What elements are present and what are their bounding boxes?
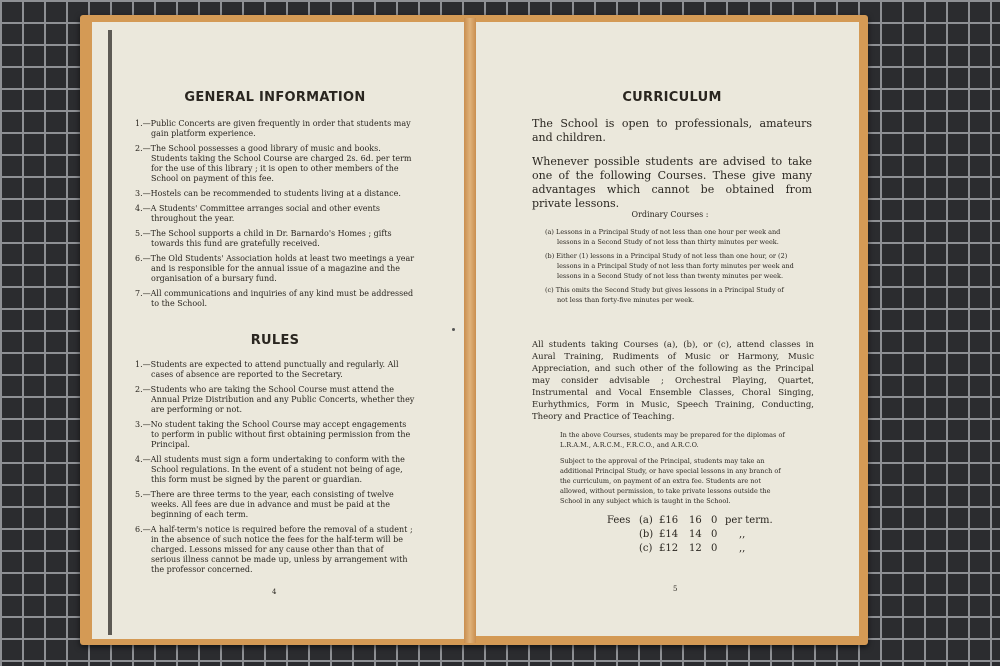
course-option: (c) This omits the Second Study but gives lessons in a Principal Study of not less than forty-five minutes per week. — [545, 286, 784, 304]
diploma-note: In the above Courses, students may be prepared for the diplomas of L.R.A.M., A.R.C.M., F.R.C.O., and A.R.C.O. — [560, 431, 785, 449]
fee-pounds: £16 — [659, 515, 679, 526]
page-number-left: 4 — [272, 588, 277, 596]
rules-list — [135, 360, 415, 575]
list-item: 3.—No student taking the School Course may accept engagements to perform in public without first obtaining permission from the Principal. — [135, 420, 411, 449]
fee-course: (c) — [639, 543, 653, 554]
fees-label: Fees — [607, 515, 631, 526]
curriculum-intro: The School is open to professionals, amateurs and children. — [532, 117, 812, 144]
list-item: 2.—The School possesses a good library of music and books. Students taking the School Course are charged 2s. 6d. per term for the use of this library ; it is open to other members of the School on payment of this fee. — [135, 144, 412, 183]
curriculum-section — [532, 90, 812, 225]
fees-row — [607, 528, 787, 542]
list-item: 2.—Students who are taking the School Course must attend the Annual Prize Distribution and any Public Concerts, whether they are performing or not. — [135, 385, 415, 414]
fee-suffix: ,, — [739, 529, 746, 540]
fee-shillings: 16 — [689, 515, 702, 526]
fee-pence: 0 — [711, 529, 718, 540]
course-option: (b) Either (1) lessons in a Principal Study of not less than one hour, or (2) lessons in a Principal Study of not less than forty minutes per week and lessons in a Second Study of not less than twenty minutes per week. — [545, 252, 794, 280]
list-item: 6.—The Old Students' Association holds at least two meetings a year and is responsible for the annual issue of a magazine and the organisation of a bursary fund. — [135, 254, 415, 283]
general-information-section — [135, 90, 415, 314]
course-option: (a) Lessons in a Principal Study of not less than one hour per week and lessons in a Second Study of not less than thirty minutes per week. — [545, 228, 781, 246]
fee-suffix: per term. — [725, 515, 773, 526]
page-number-right: 5 — [673, 585, 678, 593]
diploma-notes — [560, 430, 790, 512]
fee-shillings: 12 — [689, 543, 702, 554]
fees-spacer — [607, 528, 639, 542]
rules-title: RULES — [250, 333, 300, 348]
fee-pence: 0 — [711, 515, 718, 526]
classes-text: All students taking Courses (a), (b), or (c), attend classes in Aural Training, Rudiments of Music or Harmony, Music Appreciation, and such other of the following as the Principal may consider advisable ; Orchestral Playing, Quartet, Instrumental and Vocal Ensemble Classes, Choral Singing, Eurhythmics, Form in Music, Speech Training, Conducting, Theory and Practice of Teaching. — [532, 340, 814, 422]
fee-shillings: 14 — [689, 529, 702, 540]
booklet-spine — [464, 18, 476, 643]
list-item: 3.—Hostels can be recommended to students living at a distance. — [135, 189, 401, 198]
list-item: 7.—All communications and inquiries of any kind must be addressed to the School. — [135, 289, 414, 308]
fees-row — [607, 542, 787, 556]
fee-pounds: £12 — [659, 543, 679, 554]
fees-row — [607, 514, 787, 528]
classes-paragraph — [532, 339, 814, 423]
list-item: 1.—Public Concerts are given frequently in order that students may gain platform experience. — [135, 119, 411, 138]
fee-course: (b) — [639, 529, 654, 540]
fee-pence: 0 — [711, 543, 718, 554]
binding-thread — [108, 30, 112, 635]
curriculum-advice: Whenever possible students are advised to take one of the following Courses. These give many advantages which cannot be obtained from private lessons. — [532, 155, 812, 210]
ordinary-courses-label: Ordinary Courses : — [631, 210, 709, 219]
list-item: 5.—There are three terms to the year, each consisting of twelve weeks. All fees are due in advance and must be paid at the beginning of each term. — [135, 490, 394, 519]
list-item: 1.—Students are expected to attend punctually and regularly. All cases of absence are reported to the Secretary. — [135, 360, 399, 379]
fees-table — [607, 514, 787, 556]
list-item: 5.—The School supports a child in Dr. Barnardo's Homes ; gifts towards this fund are gratefully received. — [135, 229, 392, 248]
fee-pounds: £14 — [659, 529, 679, 540]
list-item: 4.—All students must sign a form undertaking to conform with the School regulations. In the event of a student not being of age, this form must be signed by the parent or guardian. — [135, 455, 405, 484]
list-item: 6.—A half-term's notice is required before the removal of a student ; in the absence of such notice the fees for the half-term will be charged. Lessons missed for any cause other than that of serious illness cannot be made up, unless by arrangement with the professor concerned. — [135, 525, 413, 574]
curriculum-title: CURRICULUM — [622, 90, 722, 105]
fee-course: (a) — [639, 515, 653, 526]
staple-mark — [452, 328, 455, 331]
list-item: 4.—A Students' Committee arranges social and other events throughout the year. — [135, 204, 380, 223]
fee-suffix: ,, — [739, 543, 746, 554]
extra-study-note: Subject to the approval of the Principal, students may take an additional Principal Study, or have special lessons in any branch of the curriculum, on payment of an extra fee. Students are not allowed, without permission, to take private lessons outside the School in any subject which is taught in the School. — [560, 457, 781, 505]
fees-spacer — [607, 542, 639, 556]
ordinary-courses — [545, 210, 795, 309]
rules-section — [135, 333, 415, 580]
general-information-list — [135, 119, 415, 309]
general-information-title: GENERAL INFORMATION — [184, 90, 366, 105]
